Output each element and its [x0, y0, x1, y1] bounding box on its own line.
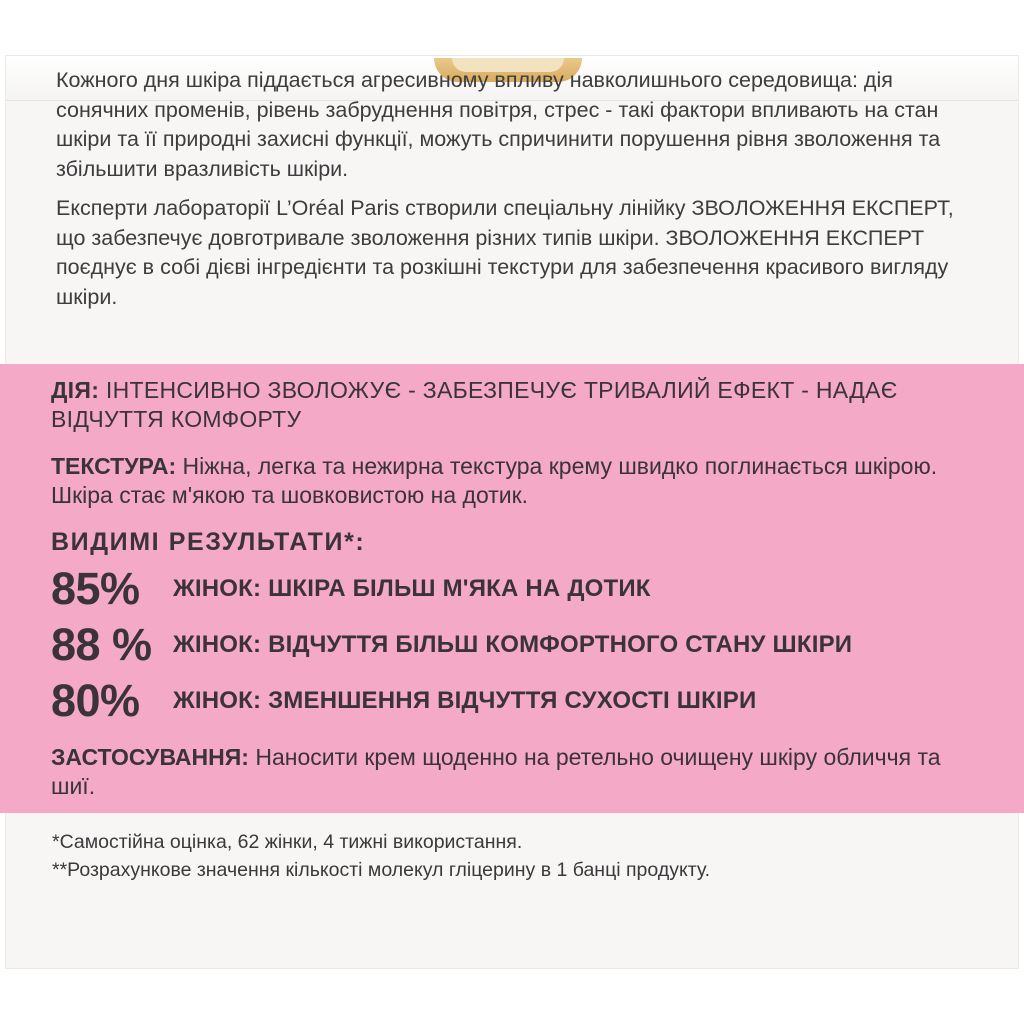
- result-text: ЖІНОК: ЗМЕНШЕННЯ ВІДЧУТТЯ СУХОСТІ ШКІРИ: [173, 687, 757, 714]
- texture-label: ТЕКСТУРА:: [51, 453, 177, 479]
- result-percent: 85%: [51, 563, 140, 614]
- texture-text: Ніжна, легка та нежирна текстура крему швидко поглинається шкірою. Шкіра стає м'якою та шовковистою на дотик.: [51, 453, 938, 508]
- action-text: ІНТЕНСИВНО ЗВОЛОЖУЄ - ЗАБЕЗПЕЧУЄ ТРИВАЛИЙ ЕФЕКТ - НАДАЄ ВІДЧУТТЯ КОМФОРТУ: [51, 377, 898, 432]
- footnote-1: *Самостійна оцінка, 62 жінки, 4 тижні використання.: [52, 831, 523, 853]
- intro-paragraph-1: Кожного дня шкіра піддається агресивному впливу навколишнього середовища: дія сонячних променів, рівень забруднення повітря, стрес - такі фактори впливають на стан шкіри та її природні захисні функції, можуть спричинити порушення рівня зволоження та збільшити вразливість шкіри.: [56, 68, 941, 181]
- results-title: ВИДИМІ РЕЗУЛЬТАТИ*:: [51, 528, 366, 556]
- footnotes: [52, 828, 992, 884]
- footnote-2: **Розрахункове значення кількості молекул гліцерину в 1 банці продукту.: [52, 859, 711, 881]
- result-row: [51, 561, 981, 617]
- texture-section: [51, 452, 981, 510]
- info-panel-content: [51, 376, 981, 801]
- intro-text: [56, 66, 976, 322]
- usage-label: ЗАСТОСУВАННЯ:: [51, 744, 249, 770]
- usage-section: [51, 743, 981, 801]
- action-label: ДІЯ:: [51, 377, 100, 403]
- intro-paragraph-2: Експерти лабораторії L’Oréal Paris створили спеціальну лінійку ЗВОЛОЖЕННЯ ЕКСПЕРТ, що забезпечує довготривале зволоження різних типів шкіри. ЗВОЛОЖЕННЯ ЕКСПЕРТ поєднує в собі дієві інгредієнти та розкішні текстури для забезпечення красивого вигляду шкіри.: [56, 196, 954, 309]
- result-text: ЖІНОК: ШКІРА БІЛЬШ М'ЯКА НА ДОТИК: [173, 575, 651, 602]
- result-percent: 88 %: [51, 619, 152, 670]
- result-percent: 80%: [51, 675, 140, 726]
- usage-text: Наносити крем щоденно на ретельно очищену шкіру обличчя та шиї.: [51, 744, 941, 799]
- info-panel: [0, 364, 1024, 813]
- result-row: [51, 673, 981, 729]
- result-text: ЖІНОК: ВІДЧУТТЯ БІЛЬШ КОМФОРТНОГО СТАНУ ШКІРИ: [173, 631, 853, 658]
- action-section: [51, 376, 981, 434]
- result-row: [51, 617, 981, 673]
